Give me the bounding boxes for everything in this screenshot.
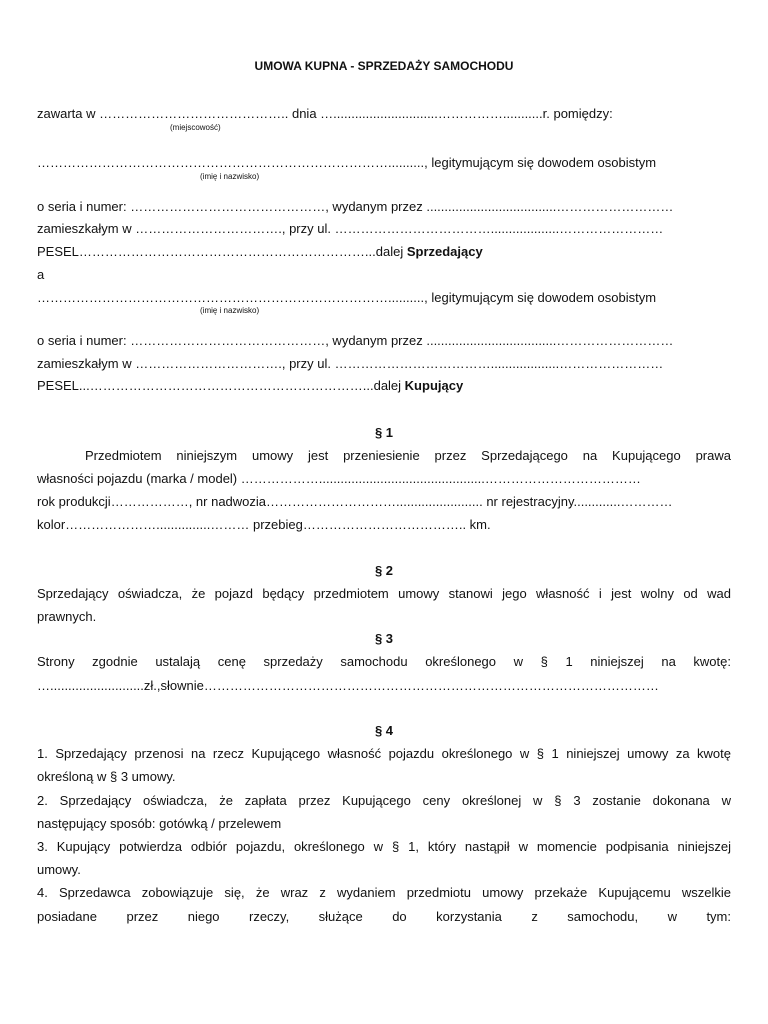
section-3-line-2: …..........................zł.,słownie…………………………………………………………………………………………… [37, 678, 659, 693]
buyer-role-label: Kupujący [404, 378, 464, 393]
section-3-heading: § 3 [374, 631, 394, 646]
seller-address-line: zamieszkałym w ……………………………., przy ul. ………………………………...................…………………… [37, 221, 664, 236]
section-2-line-2: prawnych. [37, 609, 97, 624]
section-4-p2-line-2: następujący sposób: gotówką / przelewem [37, 816, 282, 831]
seller-pesel-text: PESEL…………………………………………………………...dalej [37, 244, 407, 259]
section-2-heading: § 2 [374, 563, 394, 578]
section-4-p3-line-2: umowy. [37, 862, 81, 877]
section-4-p3-line-1: 3. Kupujący potwierdza odbiór pojazdu, określonego w § 1, który nastąpił w momencie podpisania niniejszej [37, 839, 731, 854]
buyer-name-line: ……………………………………………………………………….........., legitymującym się dowodem osobistym [37, 290, 657, 305]
buyer-id-line: o seria i numer: ………………………………………, wydanym przez ....................................……………………… [37, 333, 674, 348]
section-1-line-3: rok produkcji………………, nr nadwozia…………………………........................ nr rejestracyjny.............………… [37, 494, 673, 509]
seller-role-label: Sprzedający [406, 244, 483, 259]
section-4-p4-line-1: 4. Sprzedawca zobowiązuje się, że wraz z wydaniem przedmiotu umowy przekaże Kupującemu wszelkie [37, 885, 731, 900]
section-4-heading: § 4 [374, 723, 394, 738]
document-title: UMOWA KUPNA - SPRZEDAŻY SAMOCHODU [254, 59, 514, 73]
buyer-pesel-line [37, 378, 731, 394]
buyer-name-caption: (imię i nazwisko) [200, 306, 260, 315]
section-2-line-1: Sprzedający oświadcza, że pojazd będący przedmiotem umowy stanowi jego własność i jest wolny od wad [37, 586, 731, 601]
buyer-address-line: zamieszkałym w ……………………………., przy ul. ………………………………...................…………………… [37, 356, 664, 371]
section-4-p1-line-1: 1. Sprzedający przenosi na rzecz Kupującego własność pojazdu określonego w § 1 niniejszej umowy za kwotę [37, 746, 731, 761]
caption-place: (miejscowość) [170, 123, 221, 132]
seller-name-caption: (imię i nazwisko) [200, 172, 260, 181]
section-1-heading: § 1 [374, 425, 394, 440]
section-3-line-1: Strony zgodnie ustalają cenę sprzedaży samochodu określonego w § 1 niniejszej na kwotę: [37, 654, 731, 669]
section-1-line-2: własności pojazdu (marka / model) ………………..............................................……………………………… [37, 471, 641, 486]
section-1-line-4: kolor…………………...............……… przebieg……………………………….. km. [37, 517, 491, 532]
section-4-p1-line-2: określoną w § 3 umowy. [37, 769, 176, 784]
conjunction-a: a [37, 267, 45, 282]
section-4-p2-line-1: 2. Sprzedający oświadcza, że zapłata przez Kupującego ceny określonej w § 3 zostanie dokonana w [37, 793, 731, 808]
intro-place-date-line: zawarta w …………………………………….. dnia ….............................……………...........r. pomiędzy: [37, 106, 613, 121]
seller-id-line: o seria i numer: ………………………………………, wydanym przez ....................................……………………… [37, 199, 674, 214]
seller-pesel-line [37, 244, 731, 260]
buyer-pesel-text: PESEL...………………………………………………………...dalej [37, 378, 405, 393]
seller-name-line: ……………………………………………………………………….........., legitymującym się dowodem osobistym [37, 155, 657, 170]
section-1-line-1: Przedmiotem niniejszym umowy jest przeniesienie przez Sprzedającego na Kupującego prawa [85, 448, 731, 463]
section-4-p4-line-2: posiadane przez niego rzeczy, służące do korzystania z samochodu, w tym: [37, 909, 731, 924]
